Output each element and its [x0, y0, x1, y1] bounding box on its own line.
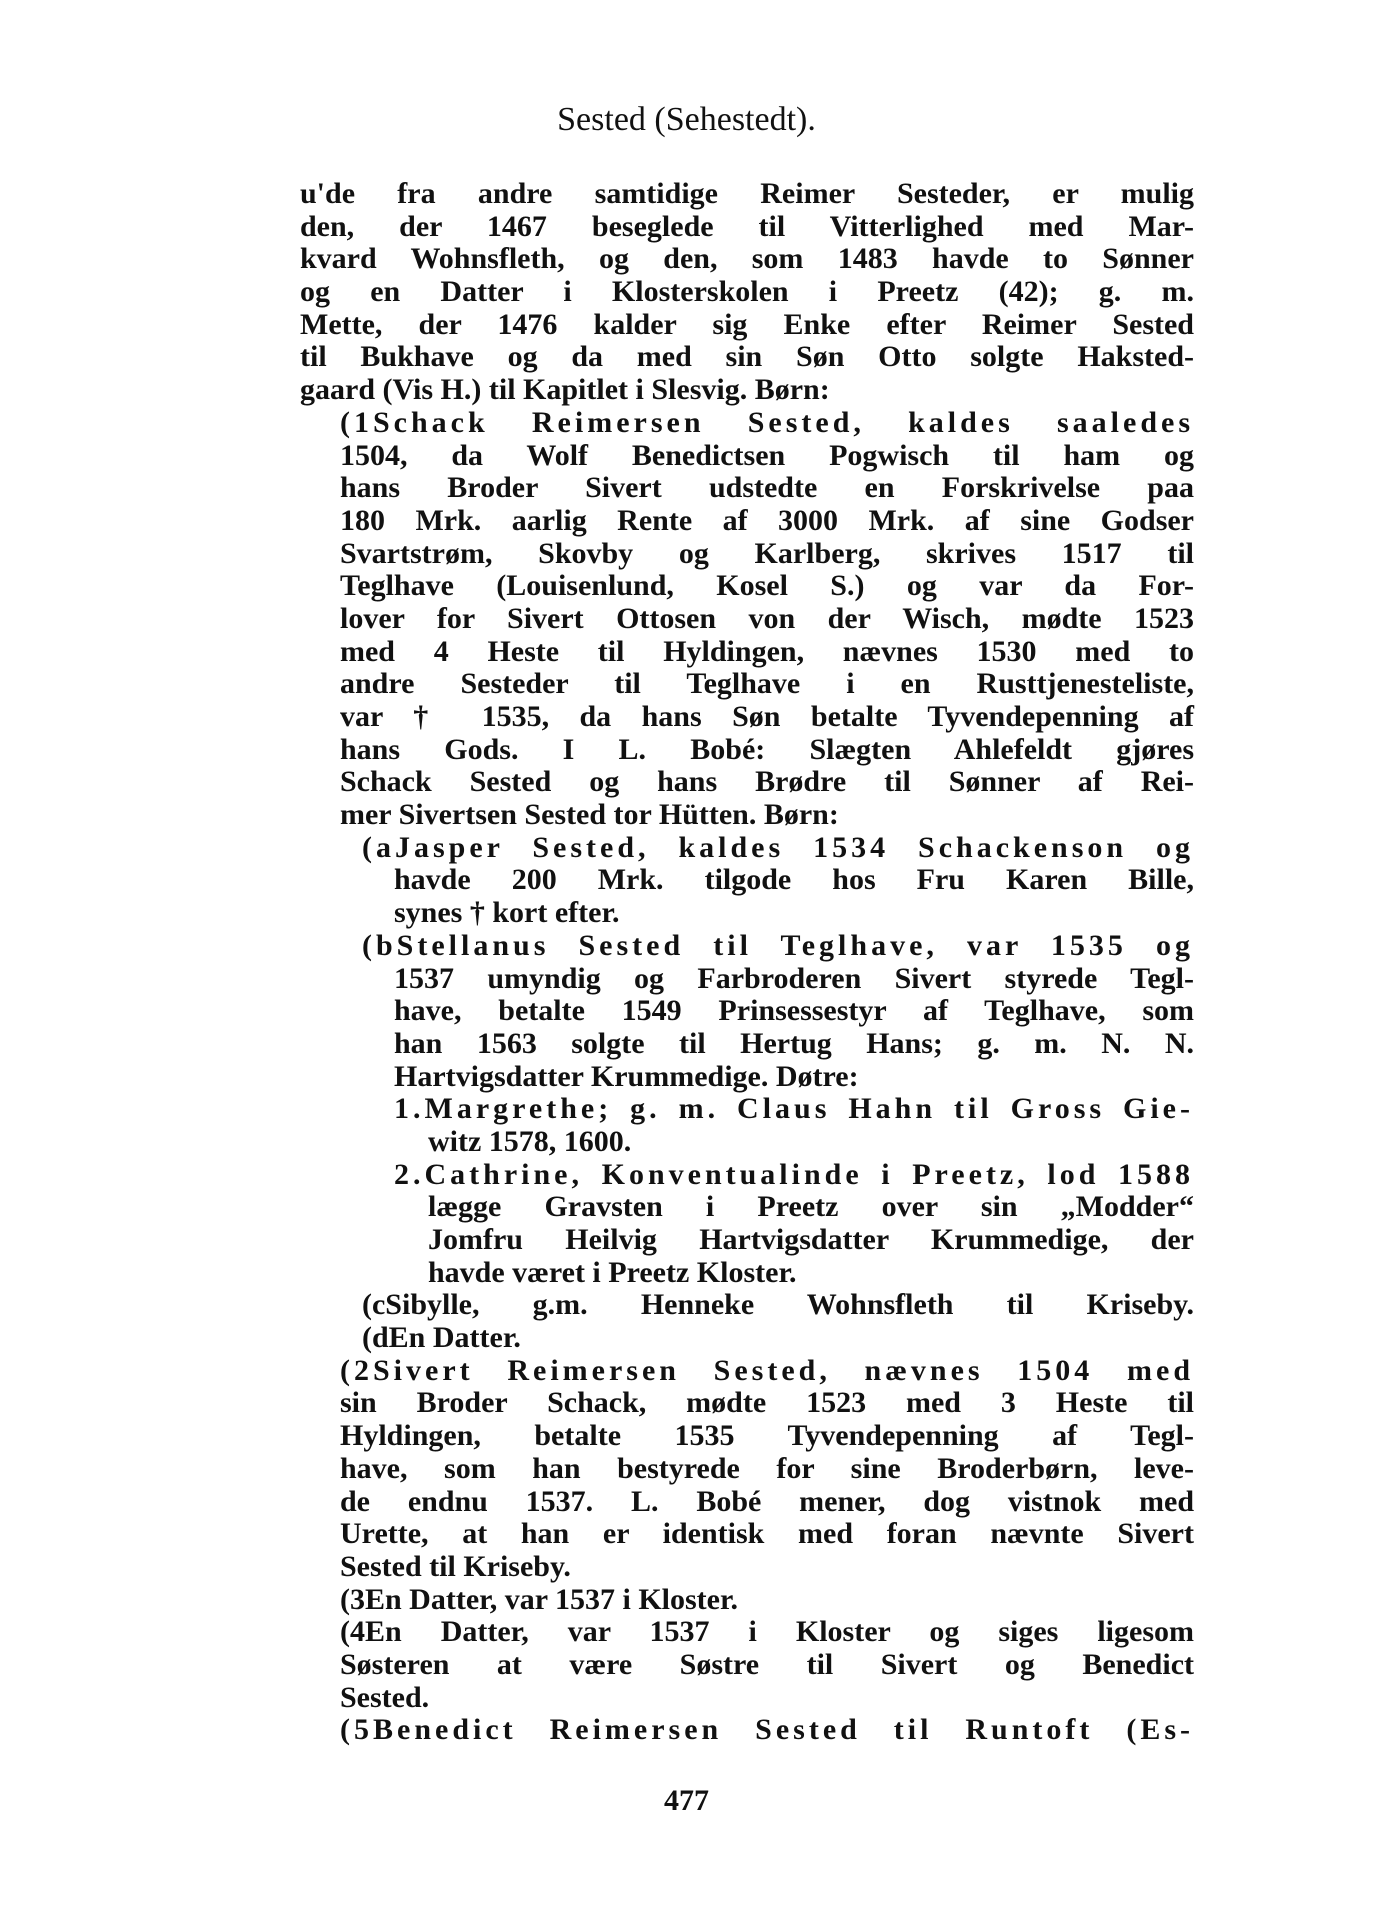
text-line: andre Sesteder til Teglhave i en Rusttjenesteliste,: [340, 667, 1194, 701]
body-text: [300, 178, 1194, 1747]
text-line: de endnu 1537. L. Bobé mener, dog vistnok med: [340, 1484, 1194, 1518]
text-line: sin Broder Schack, mødte 1523 med 3 Heste til: [340, 1386, 1194, 1420]
text-line: med 4 Heste til Hyldingen, nævnes 1530 med to: [340, 634, 1194, 668]
text-line: (3En Datter, var 1537 i Kloster.: [340, 1582, 739, 1616]
text-line: han 1563 solgte til Hertug Hans; g. m. N. N.: [394, 1026, 1194, 1060]
text-line: Hyldingen, betalte 1535 Tyvendepenning af Tegl-: [340, 1419, 1194, 1453]
text-line: 2.Cathrine, Konventualinde i Preetz, lod 1588: [394, 1157, 1194, 1191]
text-line: (1Schack Reimersen Sested, kaldes saaledes: [340, 405, 1194, 439]
text-line: 1504, da Wolf Benedictsen Pogwisch til ham og: [340, 438, 1194, 472]
page-number: 477: [664, 1784, 709, 1817]
text-line: have, som han bestyrede for sine Broderbørn, leve-: [340, 1451, 1194, 1485]
text-line: var † 1535, da hans Søn betalte Tyvendepenning af: [340, 700, 1194, 733]
text-line: Søsteren at være Søstre til Sivert og Benedict: [340, 1647, 1194, 1681]
text-line: Urette, at han er identisk med foran nævnte Sivert: [340, 1517, 1194, 1551]
text-line: have, betalte 1549 Prinsessestyr af Teglhave, som: [394, 994, 1194, 1028]
text-line: (2Sivert Reimersen Sested, nævnes 1504 med: [340, 1353, 1194, 1387]
text-line: den, der 1467 beseglede til Vitterlighed med Mar-: [300, 209, 1194, 243]
text-line: Mette, der 1476 kalder sig Enke efter Reimer Sested: [300, 307, 1194, 341]
text-line: (aJasper Sested, kaldes 1534 Schackenson og: [362, 830, 1194, 864]
text-line: (4En Datter, var 1537 i Kloster og siges ligesom: [340, 1615, 1194, 1649]
text-line: mer Sivertsen Sested tor Hütten. Børn:: [340, 798, 839, 832]
text-line: (cSibylle, g.m. Henneke Wohnsfleth til Kriseby.: [362, 1288, 1194, 1322]
text-line: og en Datter i Klosterskolen i Preetz (42); g. m.: [300, 275, 1194, 309]
text-line: lover for Sivert Ottosen von der Wisch, mødte 1523: [340, 601, 1194, 635]
text-line: 1.Margrethe; g. m. Claus Hahn til Gross Gie-: [394, 1092, 1194, 1126]
text-line: kvard Wohnsfleth, og den, som 1483 havde to Sønner: [300, 242, 1194, 276]
text-line: Jomfru Heilvig Hartvigsdatter Krummedige, der: [428, 1223, 1194, 1256]
text-line: 180 Mrk. aarlig Rente af 3000 Mrk. af sine Godser: [340, 503, 1194, 537]
text-line: hans Gods. I L. Bobé: Slægten Ahlefeldt gjøres: [340, 732, 1194, 766]
text-line: Sested.: [340, 1680, 430, 1714]
text-line: til Bukhave og da med sin Søn Otto solgte Haksted-: [300, 340, 1194, 374]
running-header: Sested (Sehestedt).: [557, 101, 816, 138]
text-line: witz 1578, 1600.: [428, 1124, 632, 1158]
text-line: (bStellanus Sested til Teglhave, var 1535 og: [362, 928, 1194, 962]
text-line: (dEn Datter.: [362, 1321, 521, 1355]
text-line: (5Benedict Reimersen Sested til Runtoft (Es-: [340, 1713, 1194, 1747]
text-line: u'de fra andre samtidige Reimer Sesteder, er mulig: [300, 177, 1194, 210]
text-line: Sested til Kriseby.: [340, 1549, 571, 1583]
text-line: havde været i Preetz Kloster.: [428, 1255, 797, 1289]
text-line: synes † kort efter.: [394, 896, 620, 930]
text-line: Hartvigsdatter Krummedige. Døtre:: [394, 1059, 859, 1093]
text-line: Teglhave (Louisenlund, Kosel S.) og var da For-: [340, 569, 1194, 603]
text-line: gaard (Vis H.) til Kapitlet i Slesvig. Børn:: [300, 373, 830, 407]
text-line: Schack Sested og hans Brødre til Sønner af Rei-: [340, 765, 1194, 799]
text-line: lægge Gravsten i Preetz over sin „Modder“: [428, 1190, 1194, 1224]
text-line: hans Broder Sivert udstedte en Forskrivelse paa: [340, 471, 1194, 505]
text-line: Svartstrøm, Skovby og Karlberg, skrives 1517 til: [340, 536, 1194, 570]
text-line: 1537 umyndig og Farbroderen Sivert styrede Tegl-: [394, 961, 1194, 995]
text-line: havde 200 Mrk. tilgode hos Fru Karen Bille,: [394, 863, 1194, 897]
